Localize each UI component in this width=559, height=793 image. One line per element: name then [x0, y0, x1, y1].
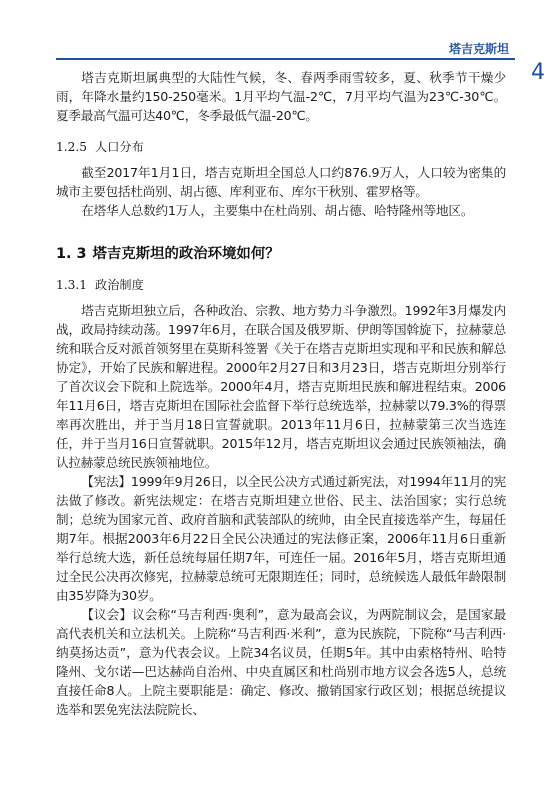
header-rule	[56, 58, 515, 60]
section-number: 1. 3	[56, 246, 87, 262]
paragraph-political-history: 塔吉克斯坦独立后，各种政治、宗教、地方势力斗争激烈。1992年3月爆发内战，政局持续动荡。1997年6月，在联合国及俄罗斯、伊朗等国斡旋下，拉赫蒙总统和联合反对派首领努里在莫斯科签署《关于在塔吉克斯坦实现和平和民族和解总协定》，开始了民族和解进程。2000年2月27日和3月23日，塔吉克斯坦分别举行了首次议会下院和上院选举。2000年4月，塔吉克斯坦民族和解进程结束。2006年11月6日，塔吉克斯坦在国际社会监督下举行总统选举，拉赫蒙以79.3%的得票率再次胜出，并于当月18日宣誓就职。2013年11月6日，拉赫蒙第三次当选连任，并于当月16日宣誓就职。2015年12月，塔吉克斯坦议会通过民族领袖法，确认拉赫蒙总统民族领袖地位。	[56, 303, 506, 470]
section-title: 塔吉克斯坦的政治环境如何？	[92, 246, 280, 262]
section-heading-1-3	[56, 242, 506, 263]
running-header-title: 塔吉克斯坦	[448, 42, 509, 56]
page-body	[56, 68, 506, 719]
section-number: 1.3.1	[56, 278, 88, 292]
paragraph-population: 截至2017年1月1日，塔吉克斯坦全国总人口约876.9万人，人口较为密集的城市主要包括杜尚别、胡占德、库利亚布、库尔干秋别、霍罗格等。	[56, 165, 506, 199]
paragraph-climate: 塔吉克斯坦属典型的大陆性气候，冬、春两季雨雪较多，夏、秋季节干燥少雨，年降水量约150-250毫米。1月平均气温-2℃，7月平均气温为23℃-30℃。夏季最高气温可达40℃，冬季最低气温-20℃。	[56, 70, 506, 123]
paragraph-chinese-residents: 在塔华人总数约1万人，主要集中在杜尚别、胡占德、哈特隆州等地区。	[81, 203, 474, 218]
page-number: 4	[531, 60, 545, 85]
section-number: 1.2.5	[56, 140, 88, 154]
section-heading-1-2-5	[56, 138, 506, 155]
section-heading-1-3-1	[56, 276, 506, 293]
section-title: 政治制度	[95, 278, 144, 292]
section-title: 人口分布	[95, 140, 144, 154]
paragraph-constitution: 【宪法】1999年9月26日，以全民公决方式通过新宪法，对1994年11月的宪法做了修改。新宪法规定：在塔吉克斯坦建立世俗、民主、法治国家；实行总统制；总统为国家元首、政府首脑和武装部队的统帅，由全民直接选举产生，每届任期7年。根据2003年6月22日全民公决通过的宪法修正案，2006年11月6日重新举行总统大选，新任总统每届任期7年，可连任一届。2016年5月，塔吉克斯坦通过全民公决再次修宪，拉赫蒙总统可无限期连任；同时，总统候选人最低年龄限制由35岁降为30岁。	[56, 474, 506, 603]
paragraph-parliament: 【议会】议会称“马吉利西·奥利”，意为最高会议，为两院制议会，是国家最高代表机关和立法机关。上院称“马吉利西·米利”，意为民族院，下院称“马吉利西·纳莫扬达贡”，意为代表会议。上院34名议员，任期5年。其中由索格特州、哈特隆州、戈尔诺—巴达赫尚自治州、中央直属区和杜尚别市地方议会各选5人，总统直接任命8人。上院主要职能是：确定、修改、撤销国家行政区划；根据总统提议选举和罢免宪法法院院长、	[56, 607, 506, 717]
